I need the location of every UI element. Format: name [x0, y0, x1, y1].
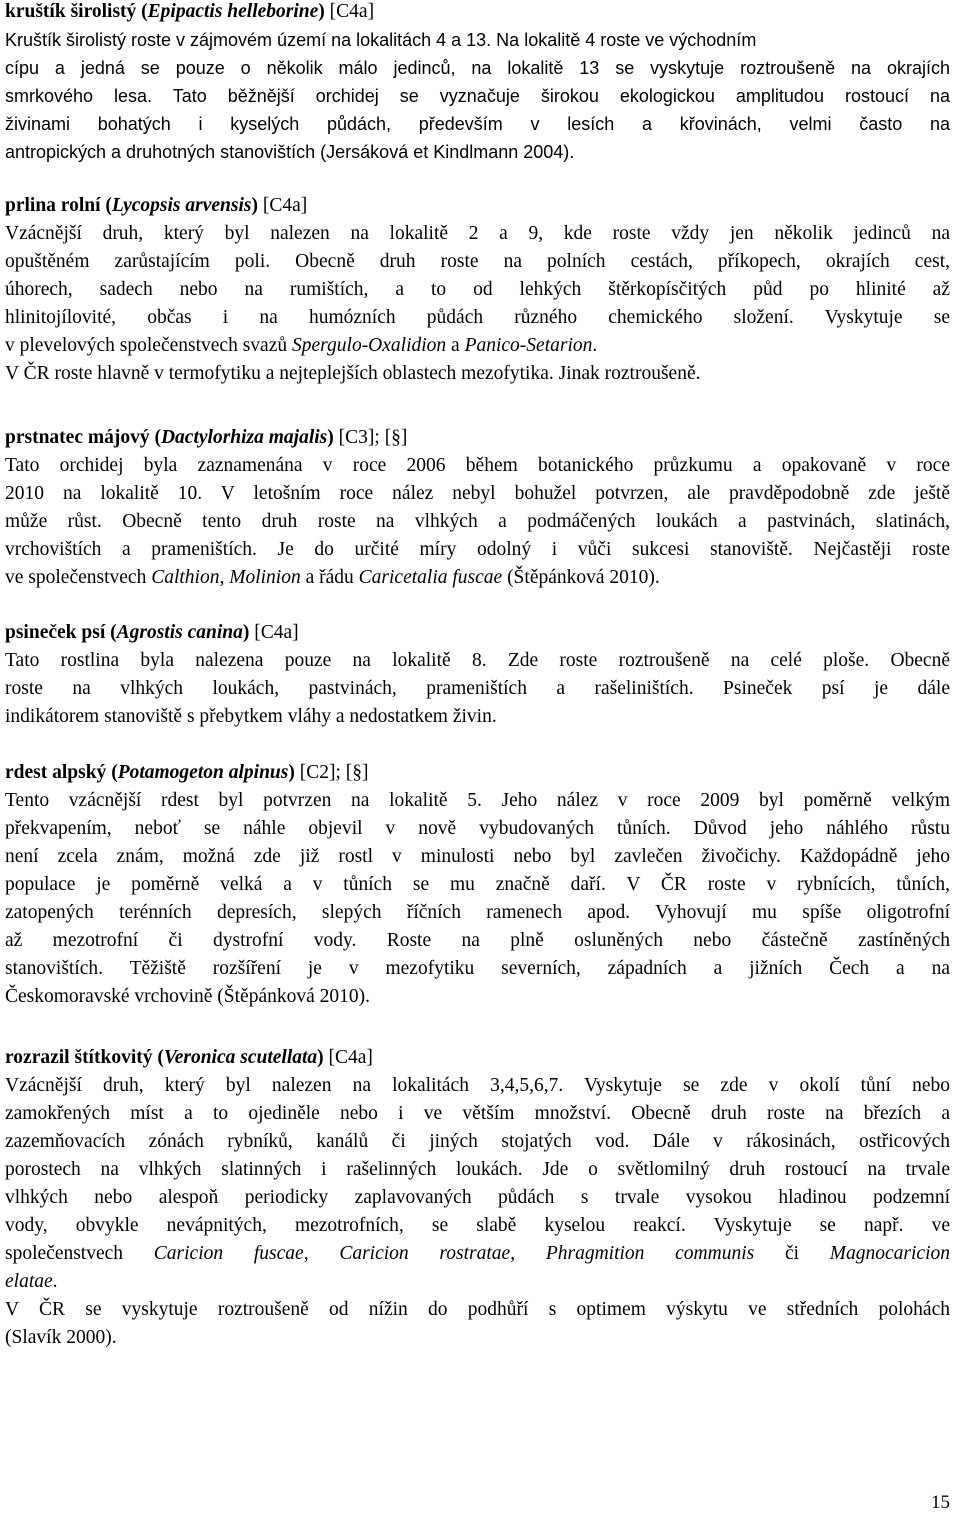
species-heading: kruštík širolistý (Epipactis helleborine) [C4a] [5, 1, 375, 22]
paragraph-line: společenstvech Caricion fuscae, Caricion rostratae, Phragmition communis či Magnocaricion [5, 1243, 951, 1264]
species-name-lat: Agrostis canina [116, 622, 243, 643]
paragraph-line: porostech na vlhkých slatinných i rašelinných loukách. Jde o světlomilný druh rostoucí na trvale [5, 1159, 950, 1180]
paragraph-line: Českomoravské vrchovině (Štěpánková 2010). [5, 986, 370, 1007]
species-heading: rdest alpský (Potamogeton alpinus) [C2]; [§] [5, 762, 369, 783]
species-name-lat: Potamogeton alpinus [117, 762, 289, 783]
paragraph-line: Kruštík širolistý roste v zájmovém území na lokalitách 4 a 13. Na lokalitě 4 roste ve východním [5, 30, 757, 50]
paragraph-line: elatae. [5, 1271, 58, 1292]
protection-code: [C4a] [254, 622, 299, 643]
protection-code: [C3]; [§] [338, 427, 408, 448]
paragraph-line: roste na vlhkých loukách, pastvinách, prameništích a rašeliništích. Psineček psí je dále [5, 678, 950, 699]
species-name-lat: Lycopsis arvensis [111, 195, 252, 216]
paragraph-line: smrkového lesa. Tato běžnější orchidej se vyznačuje širokou ekologickou amplitudou rostoucí na [5, 86, 950, 106]
paragraph-line: úhorech, sadech nebo na rumištích, a to od lehkých štěrkopísčitých půd po hlinité až [5, 279, 950, 300]
paragraph-line: ve společenstvech Calthion, Molinion a řádu Caricetalia fuscae (Štěpánková 2010). [5, 567, 660, 588]
paragraph-line: cípu a jedná se pouze o několik málo jedinců, na lokalitě 13 se vyskytuje roztroušeně na okrajích [5, 58, 950, 78]
paragraph-line: vrchovištích a prameništích. Je do určité míry odolný i vůči sukcesi stanoviště. Nejčastěji roste [5, 539, 950, 560]
species-heading: prstnatec májový (Dactylorhiza majalis) [C3]; [§] [5, 427, 408, 448]
paragraph-line: hlinitojílovité, občas i na humózních půdách různého chemického složení. Vyskytuje se [5, 307, 950, 328]
paragraph-line: opuštěném zarůstajícím poli. Obecně druh roste na polních cestách, příkopech, okrajích cest, [5, 251, 950, 272]
paragraph-line: indikátorem stanoviště s přebytkem vláhy a nedostatkem živin. [5, 706, 497, 727]
paragraph-line: populace je poměrně velká a v tůních se mu značně daří. V ČR roste v rybnících, tůních, [5, 874, 950, 895]
paragraph-line: Vzácnější druh, který byl nalezen na lokalitě 2 a 9, kde roste vždy jen několik jedinců na [5, 223, 950, 244]
paragraph-line: Vzácnější druh, který byl nalezen na lokalitách 3,4,5,6,7. Vyskytuje se zde v okolí tůní nebo [5, 1075, 950, 1096]
species-name-lat: Epipactis helleborine [147, 1, 319, 22]
species-name-cz: rdest alpský [5, 762, 107, 783]
paragraph-line: v plevelových společenstvech svazů Spergulo-Oxalidion a Panico-Setarion. [5, 335, 598, 356]
paragraph-line: V ČR se vyskytuje roztroušeně od nížin do podhůří s optimem výskytu ve středních polohách [5, 1299, 950, 1320]
species-entry-dactylorhiza [5, 424, 950, 592]
species-entry-veronica [5, 1044, 950, 1352]
paragraph-line: není zcela znám, možná zde již rostl v minulosti nebo byl zavlečen živočichy. Každopádně jeho [5, 846, 950, 867]
paragraph-line: V ČR roste hlavně v termofytiku a nejteplejších oblastech mezofytika. Jinak roztroušeně. [5, 363, 701, 384]
paragraph-line: antropických a druhotných stanovištích (Jersáková et Kindlmann 2004). [5, 142, 575, 162]
page-number: 15 [931, 1492, 950, 1513]
protection-code: [C4a] [262, 195, 308, 216]
species-name-lat: Dactylorhiza majalis [160, 427, 328, 448]
protection-code: [C4a] [329, 1, 375, 22]
species-heading: rozrazil štítkovitý (Veronica scutellata) [C4a] [5, 1047, 373, 1068]
paragraph-line: vlhkých nebo alespoň periodicky zaplavovaných půdách s trvale vysokou hladinou podzemní [5, 1187, 950, 1208]
paragraph-line: zamokřených míst a to ojediněle nebo i ve větším množství. Obecně druh roste na březích a [5, 1103, 950, 1124]
paragraph-line: Tento vzácnější rdest byl potvrzen na lokalitě 5. Jeho nález v roce 2009 byl poměrně velkým [5, 790, 950, 811]
protection-code: [C2]; [§] [299, 762, 369, 783]
species-name-cz: kruštík širolistý [5, 1, 137, 22]
species-entry-lycopsis [5, 192, 950, 388]
paragraph-line: (Slavík 2000). [5, 1327, 117, 1348]
species-entry-potamogeton [5, 759, 950, 1011]
paragraph-line: může růst. Obecně tento druh roste na vlhkých a podmáčených loukách a pastvinách, slatinách, [5, 511, 950, 532]
paragraph-line: vody, obvykle nevápnitých, mezotrofních, se slabě kyselou reakcí. Vyskytuje se např. ve [5, 1215, 950, 1236]
paragraph-line: Tato rostlina byla nalezena pouze na lokalitě 8. Zde roste roztroušeně na celé ploše. Obecně [5, 650, 950, 671]
paragraph-line: zatopených terénních depresích, slepých říčních ramenech apod. Vyhovují mu spíše oligotrofní [5, 902, 950, 923]
species-heading: prlina rolní (Lycopsis arvensis) [C4a] [5, 195, 308, 216]
species-entry-epipactis [5, 0, 950, 166]
paragraph-line: stanovištích. Těžiště rozšíření je v mezofytiku severních, západních a jižních Čech a na [5, 958, 950, 979]
protection-code: [C4a] [328, 1047, 373, 1068]
species-heading: psineček psí (Agrostis canina) [C4a] [5, 622, 299, 643]
paragraph-line: Tato orchidej byla zaznamenána v roce 2006 během botanického průzkumu a opakovaně v roce [5, 455, 950, 476]
paragraph-line: 2010 na lokalitě 10. V letošním roce nález nebyl bohužel potvrzen, ale pravděpodobně zde ještě [5, 483, 950, 504]
species-entry-agrostis [5, 619, 950, 731]
species-name-lat: Veronica scutellata [163, 1047, 318, 1068]
paragraph-line: až mezotrofní či dystrofní vody. Roste na plně osluněných nebo částečně zastíněných [5, 930, 950, 951]
paragraph-line: překvapením, neboť se náhle objevil v nově vybudovaných tůních. Důvod jeho náhlého růstu [5, 818, 950, 839]
paragraph-line: živinami bohatých i kyselých půdách, především v lesích a křovinách, velmi často na [5, 114, 950, 134]
species-name-cz: psineček psí [5, 622, 106, 643]
paragraph-line: zazemňovacích zónách rybníků, kanálů či jiných stojatých vod. Dále v rákosinách, ostřicových [5, 1131, 950, 1152]
species-name-cz: rozrazil štítkovitý [5, 1047, 153, 1068]
species-name-cz: prlina rolní [5, 195, 101, 216]
species-name-cz: prstnatec májový [5, 427, 150, 448]
